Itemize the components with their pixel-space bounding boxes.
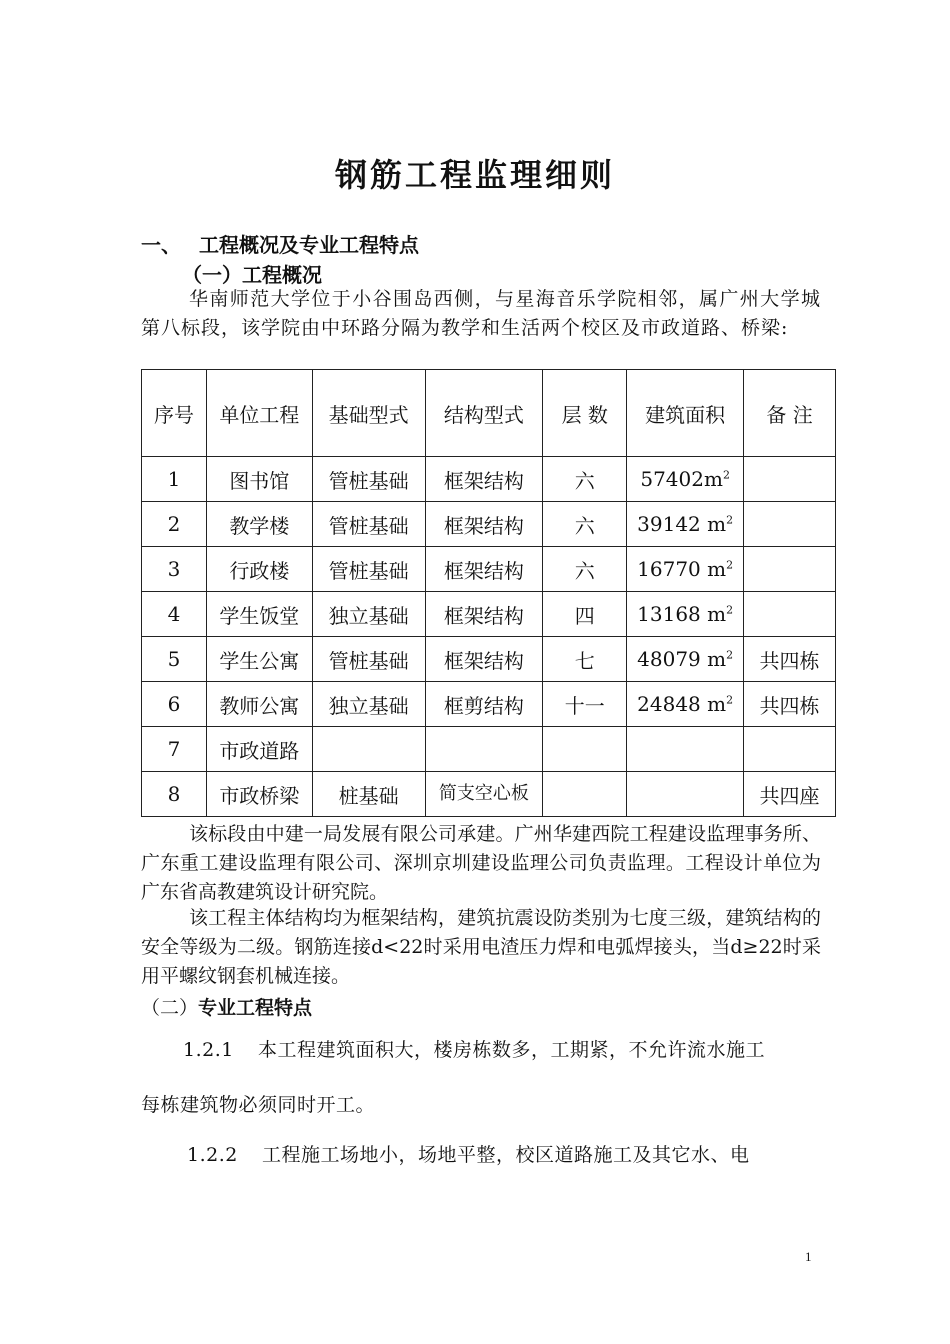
cell-no: 3 bbox=[142, 547, 207, 592]
cell-structure: 框架结构 bbox=[425, 637, 543, 682]
header-cell: 序号 bbox=[142, 370, 207, 457]
cell-foundation: 桩基础 bbox=[312, 772, 425, 817]
area-value: 48079 m bbox=[637, 647, 727, 671]
cell-floors: 六 bbox=[543, 502, 627, 547]
cell-area bbox=[627, 772, 744, 817]
area-unit-exponent: 2 bbox=[726, 693, 734, 707]
cell-note: 共四栋 bbox=[744, 682, 836, 727]
cell-no: 7 bbox=[142, 727, 207, 772]
cell-structure: 框架结构 bbox=[425, 502, 543, 547]
table-row bbox=[142, 727, 836, 772]
section-number: 一、 bbox=[141, 233, 181, 257]
item-text: 工程施工场地小，场地平整，校区道路施工及其它水、电 bbox=[262, 1144, 750, 1166]
cell-no: 4 bbox=[142, 592, 207, 637]
cell-no: 2 bbox=[142, 502, 207, 547]
subsection-heading-2 bbox=[141, 993, 312, 1020]
cell-note: 共四座 bbox=[744, 772, 836, 817]
header-cell: 结构型式 bbox=[425, 370, 543, 457]
cell-foundation: 管桩基础 bbox=[312, 637, 425, 682]
area-unit-exponent: 2 bbox=[726, 558, 734, 572]
cell-structure: 框架结构 bbox=[425, 547, 543, 592]
area-unit-exponent: 2 bbox=[726, 513, 734, 527]
subsection-prefix: （二） bbox=[141, 997, 199, 1019]
cell-floors: 六 bbox=[543, 457, 627, 502]
list-item bbox=[187, 1140, 750, 1167]
cell-note bbox=[744, 592, 836, 637]
cell-unit: 行政楼 bbox=[206, 547, 312, 592]
cell-note bbox=[744, 727, 836, 772]
cell-foundation: 管桩基础 bbox=[312, 502, 425, 547]
cell-floors bbox=[543, 772, 627, 817]
cell-unit: 市政桥梁 bbox=[206, 772, 312, 817]
table-row bbox=[142, 502, 836, 547]
cell-floors: 七 bbox=[543, 637, 627, 682]
contractor-paragraph: 该标段由中建一局发展有限公司承建。广州华建西院工程建设监理事务所、广东重工建设监理有限公司、深圳京圳建设监理公司负责监理。工程设计单位为广东省高教建筑设计研究院。 bbox=[141, 823, 821, 903]
cell-floors: 六 bbox=[543, 547, 627, 592]
section-title: 工程概况及专业工程特点 bbox=[199, 233, 419, 257]
cell-area bbox=[627, 457, 744, 502]
cell-floors bbox=[543, 727, 627, 772]
area-unit-exponent: 2 bbox=[726, 603, 734, 617]
page-number: 1 bbox=[805, 1249, 812, 1264]
table-row bbox=[142, 637, 836, 682]
cell-unit: 学生公寓 bbox=[206, 637, 312, 682]
table-row bbox=[142, 592, 836, 637]
cell-floors: 四 bbox=[543, 592, 627, 637]
cell-structure: 框架结构 bbox=[425, 457, 543, 502]
table-row bbox=[142, 547, 836, 592]
cell-area bbox=[627, 502, 744, 547]
cell-structure: 框架结构 bbox=[425, 592, 543, 637]
table-header-row bbox=[142, 370, 836, 457]
area-unit-exponent: 2 bbox=[722, 468, 730, 482]
cell-no: 1 bbox=[142, 457, 207, 502]
header-cell: 建筑面积 bbox=[627, 370, 744, 457]
cell-structure bbox=[425, 727, 543, 772]
cell-no: 8 bbox=[142, 772, 207, 817]
intro-paragraph: 华南师范大学位于小谷围岛西侧，与星海音乐学院相邻，属广州大学城第八标段，该学院由中环路分隔为教学和生活两个校区及市政道路、桥梁: bbox=[141, 288, 821, 339]
table-row bbox=[142, 682, 836, 727]
header-cell: 备 注 bbox=[744, 370, 836, 457]
cell-no: 6 bbox=[142, 682, 207, 727]
list-item bbox=[183, 1035, 765, 1062]
table-row bbox=[142, 457, 836, 502]
item-number: 1.2.1 bbox=[183, 1039, 234, 1061]
cell-note bbox=[744, 502, 836, 547]
document-title: 钢筋工程监理细则 bbox=[334, 156, 615, 194]
project-table bbox=[141, 369, 836, 817]
area-value: 16770 m bbox=[637, 557, 727, 581]
cell-foundation: 独立基础 bbox=[312, 682, 425, 727]
cell-note: 共四栋 bbox=[744, 637, 836, 682]
cell-foundation bbox=[312, 727, 425, 772]
header-cell: 基础型式 bbox=[312, 370, 425, 457]
table-row bbox=[142, 772, 836, 817]
item-text: 本工程建筑面积大，楼房栋数多，工期紧，不允许流水施工 bbox=[258, 1039, 766, 1061]
cell-structure: 简支空心板 bbox=[425, 772, 543, 817]
header-cell: 单位工程 bbox=[206, 370, 312, 457]
cell-area bbox=[627, 637, 744, 682]
item-number: 1.2.2 bbox=[187, 1144, 238, 1166]
cell-area bbox=[627, 592, 744, 637]
area-value: 39142 m bbox=[637, 512, 727, 536]
cell-note bbox=[744, 547, 836, 592]
cell-area bbox=[627, 547, 744, 592]
subsection-title: 专业工程特点 bbox=[198, 997, 313, 1019]
cell-foundation: 管桩基础 bbox=[312, 457, 425, 502]
section-heading-1 bbox=[141, 229, 419, 258]
cell-no: 5 bbox=[142, 637, 207, 682]
cell-area bbox=[627, 727, 744, 772]
cell-foundation: 管桩基础 bbox=[312, 547, 425, 592]
cell-unit: 教学楼 bbox=[206, 502, 312, 547]
cell-area bbox=[627, 682, 744, 727]
list-item-continuation: 每栋建筑物必须同时开工。 bbox=[141, 1094, 376, 1116]
cell-unit: 市政道路 bbox=[206, 727, 312, 772]
area-value: 13168 m bbox=[637, 602, 727, 626]
structure-paragraph: 该工程主体结构均为框架结构，建筑抗震设防类别为七度三级，建筑结构的安全等级为二级。钢筋连接d<22时采用电渣压力焊和电弧焊接头，当d≥22时采用平螺纹钢套机械连接。 bbox=[141, 907, 821, 987]
subsection-heading-1: （一）工程概况 bbox=[182, 263, 322, 287]
cell-unit: 教师公寓 bbox=[206, 682, 312, 727]
area-value: 24848 m bbox=[637, 692, 727, 716]
cell-note bbox=[744, 457, 836, 502]
header-cell: 层 数 bbox=[543, 370, 627, 457]
area-value: 57402m bbox=[640, 467, 723, 491]
area-unit-exponent: 2 bbox=[726, 648, 734, 662]
cell-unit: 学生饭堂 bbox=[206, 592, 312, 637]
cell-structure: 框剪结构 bbox=[425, 682, 543, 727]
cell-floors: 十一 bbox=[543, 682, 627, 727]
cell-unit: 图书馆 bbox=[206, 457, 312, 502]
cell-foundation: 独立基础 bbox=[312, 592, 425, 637]
